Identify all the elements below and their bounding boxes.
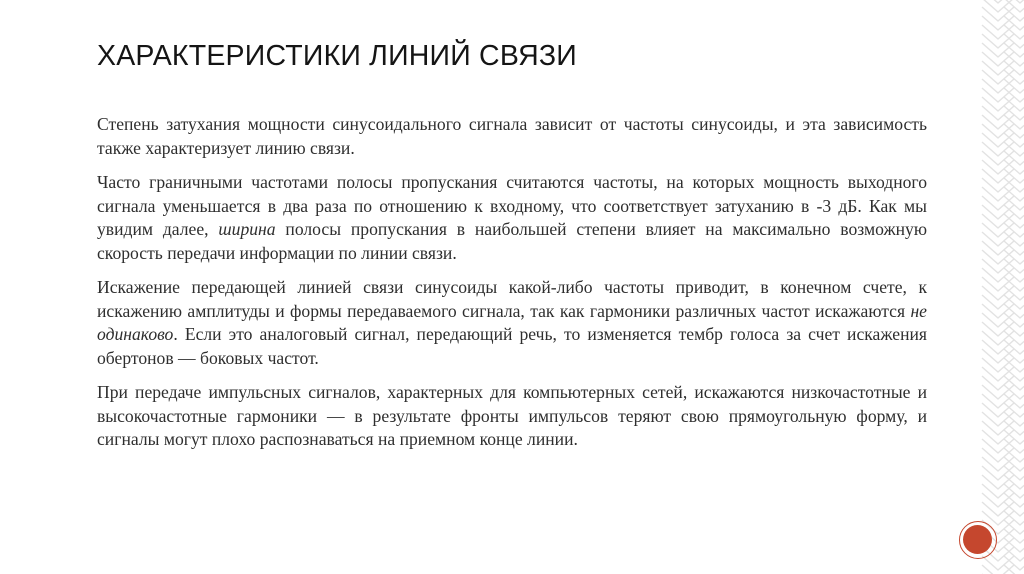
circle-icon bbox=[963, 525, 992, 554]
chevron-stroke bbox=[982, 205, 1014, 219]
chevron-stroke bbox=[982, 313, 1014, 327]
chevron-pattern-icon bbox=[964, 0, 1024, 574]
chevron-stroke bbox=[982, 79, 1014, 93]
paragraph-bandwidth bbox=[97, 171, 927, 265]
chevron-stroke bbox=[982, 151, 1014, 165]
paragraph-distortion-text-start: Искажение передающей линией связи синусоиды какой-либо частоты приводит, в конечном счете, к искажению амплитуды и формы передаваемого сигнала, так как гармоники различных частот искажаются bbox=[97, 277, 927, 321]
paragraph-pulse-signals: При передаче импульсных сигналов, характерных для компьютерных сетей, искажаются низкочастотные и высокочастотные гармоники — в результате фронты импульсов теряют свою прямоугольную форму, и сигналы могут плохо распознаваться на приемном конце линии. bbox=[97, 382, 927, 449]
chevron-stroke bbox=[982, 88, 1014, 102]
chevron-stroke bbox=[982, 502, 1014, 516]
chevron-stroke bbox=[982, 304, 1014, 318]
chevron-stroke bbox=[982, 70, 1014, 84]
chevron-stroke bbox=[982, 268, 1014, 282]
chevron-stroke bbox=[982, 457, 1014, 471]
chevron-stroke bbox=[982, 421, 1014, 435]
chevron-stroke bbox=[982, 34, 1014, 48]
chevron-stroke bbox=[982, 97, 1014, 111]
slide-body bbox=[97, 113, 927, 463]
chevron-stroke bbox=[982, 376, 1014, 390]
chevron-stroke bbox=[982, 124, 1014, 138]
chevron-stroke bbox=[982, 178, 1014, 192]
chevron-stroke bbox=[982, 106, 1014, 120]
chevron-stroke bbox=[982, 295, 1014, 309]
chevron-stroke bbox=[982, 430, 1014, 444]
chevron-stroke bbox=[982, 466, 1014, 480]
chevron-stroke bbox=[982, 169, 1014, 183]
bandwidth-emphasis: ширина bbox=[218, 219, 276, 239]
chevron-stroke bbox=[982, 115, 1014, 129]
chevron-stroke bbox=[982, 241, 1014, 255]
chevron-stroke bbox=[982, 331, 1014, 345]
chevron-stroke bbox=[982, 349, 1014, 363]
chevron-stroke bbox=[982, 403, 1014, 417]
chevron-stroke bbox=[982, 223, 1014, 237]
chevron-stroke bbox=[982, 214, 1014, 228]
chevron-stroke bbox=[982, 187, 1014, 201]
chevron-stroke bbox=[982, 340, 1014, 354]
chevron-stroke bbox=[982, 142, 1014, 156]
chevron-stroke bbox=[982, 160, 1014, 174]
chevron-stroke bbox=[982, 43, 1014, 57]
chevron-stroke bbox=[982, 250, 1014, 264]
chevron-stroke bbox=[982, 439, 1014, 453]
paragraph-attenuation: Степень затухания мощности синусоидального сигнала зависит от частоты синусоиды, и эта зависимость также характеризует линию связи. bbox=[97, 114, 927, 158]
slide-title: ХАРАКТЕРИСТИКИ ЛИНИЙ СВЯЗИ bbox=[97, 40, 577, 72]
paragraph-bandwidth-text-end: полосы пропускания в наибольшей степени влияет на максимально возможную скорость передачи информации по линии связи. bbox=[97, 219, 927, 263]
chevron-stroke bbox=[982, 286, 1014, 300]
chevron-stroke bbox=[982, 556, 1014, 570]
chevron-stroke bbox=[982, 196, 1014, 210]
chevron-stroke bbox=[982, 25, 1014, 39]
chevron-stroke bbox=[982, 448, 1014, 462]
chevron-stroke bbox=[982, 7, 1014, 21]
chevron-stroke bbox=[982, 52, 1014, 66]
chevron-stroke bbox=[982, 232, 1014, 246]
paragraph-distortion bbox=[97, 276, 927, 370]
chevron-stroke bbox=[982, 277, 1014, 291]
paragraph-bandwidth-text-start: Часто граничными частотами полосы пропускания считаются частоты, на которых мощность выходного сигнала уменьшается в два раза по отношению к входному, что соответствует затуханию в -3 дБ. Как мы увидим далее, bbox=[97, 172, 927, 239]
next-slide-button[interactable] bbox=[959, 521, 997, 559]
chevron-stroke bbox=[982, 16, 1014, 30]
paragraph-distortion-text-end: . Если это аналоговый сигнал, передающий речь, то изменяется тембр голоса за счет искажения обертонов — боковых частот. bbox=[97, 324, 927, 368]
chevron-stroke bbox=[982, 259, 1014, 273]
chevron-stroke bbox=[982, 61, 1014, 75]
chevron-stroke bbox=[982, 484, 1014, 498]
chevron-stroke bbox=[982, 358, 1014, 372]
chevron-stroke bbox=[982, 367, 1014, 381]
chevron-stroke bbox=[982, 475, 1014, 489]
chevron-stroke bbox=[982, 385, 1014, 399]
chevron-stroke bbox=[982, 394, 1014, 408]
chevron-stroke bbox=[982, 322, 1014, 336]
unequal-emphasis: не одинаково bbox=[97, 300, 927, 344]
chevron-stroke bbox=[982, 493, 1014, 507]
chevron-stroke bbox=[982, 412, 1014, 426]
chevron-stroke bbox=[982, 133, 1014, 147]
